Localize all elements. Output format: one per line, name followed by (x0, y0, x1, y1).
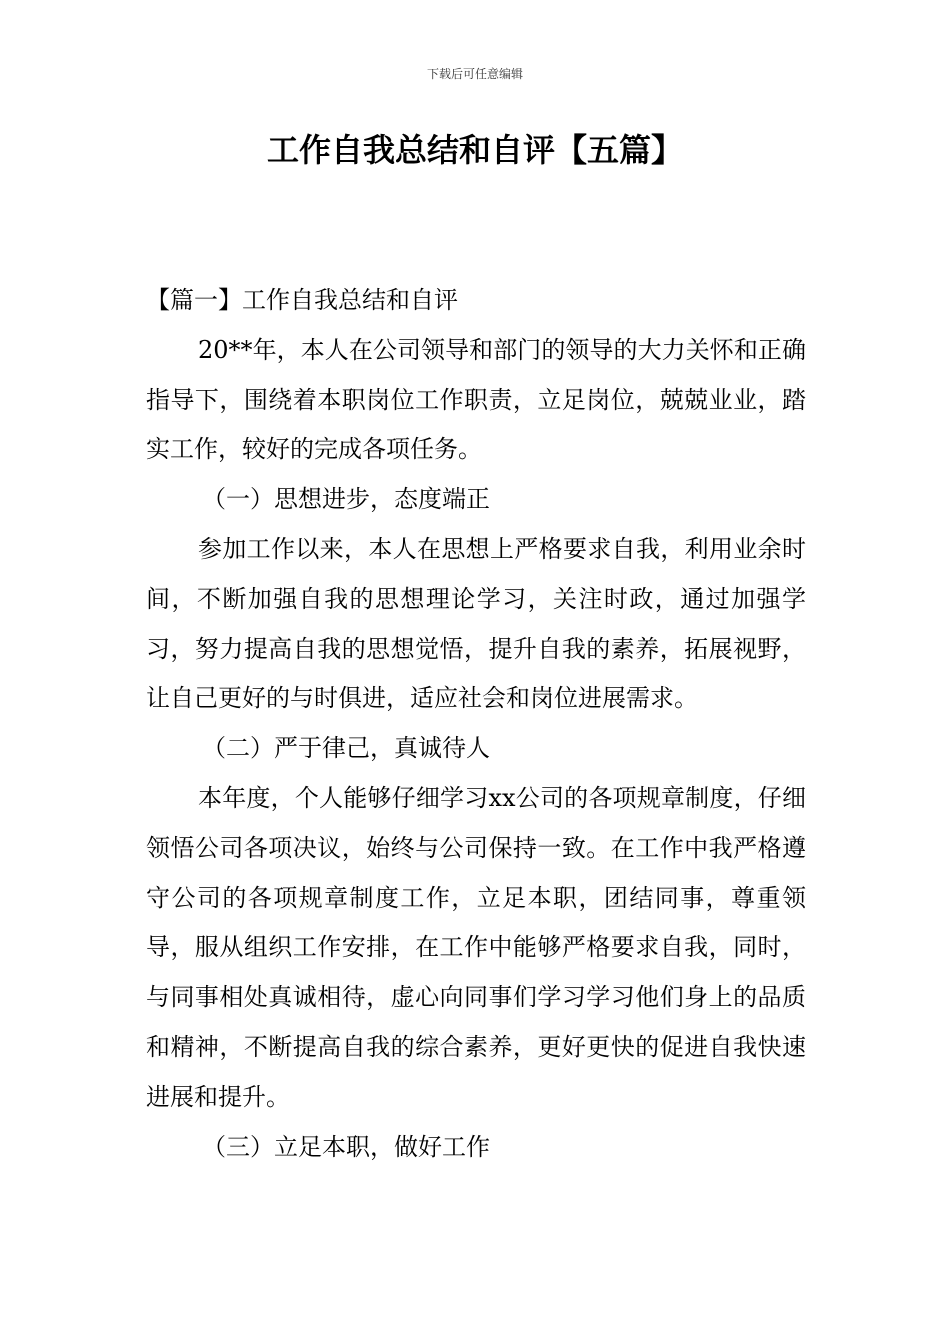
paragraph-discipline: 本年度，个人能够仔细学习xx公司的各项规章制度，仔细领悟公司各项决议，始终与公司保持一致。在工作中我严格遵守公司的各项规章制度工作，立足本职，团结同事，尊重领导，服从组织工作安排，在工作中能够严格要求自我，同时，与同事相处真诚相待，虚心向同事们学习学习他们身上的品质和精神，不断提高自我的综合素养，更好更快的促进自我快速进展和提升。 (146, 783, 806, 1111)
section-heading: 【篇一】工作自我总结和自评 (146, 286, 458, 314)
subheading-three: （三）立足本职，做好工作 (202, 1132, 490, 1161)
subheading-one: （一）思想进步，态度端正 (202, 485, 490, 514)
header-note: 下载后可任意编辑 (426, 67, 523, 81)
document-body (146, 276, 806, 1172)
document-title: 工作自我总结和自评【五篇】 (266, 131, 683, 169)
subheading-two: （二）严于律己，真诚待人 (202, 734, 490, 763)
paragraph-intro: 20**年，本人在公司领导和部门的领导的大力关怀和正确指导下，围绕着本职岗位工作职责，立足岗位，兢兢业业，踏实工作，较好的完成各项任务。 (146, 335, 806, 464)
paragraph-thought: 参加工作以来，本人在思想上严格要求自我，利用业余时间，不断加强自我的思想理论学习，关注时政，通过加强学习，努力提高自我的思想觉悟，提升自我的素养，拓展视野，让自己更好的与时俱进，适应社会和岗位进展需求。 (146, 534, 806, 713)
